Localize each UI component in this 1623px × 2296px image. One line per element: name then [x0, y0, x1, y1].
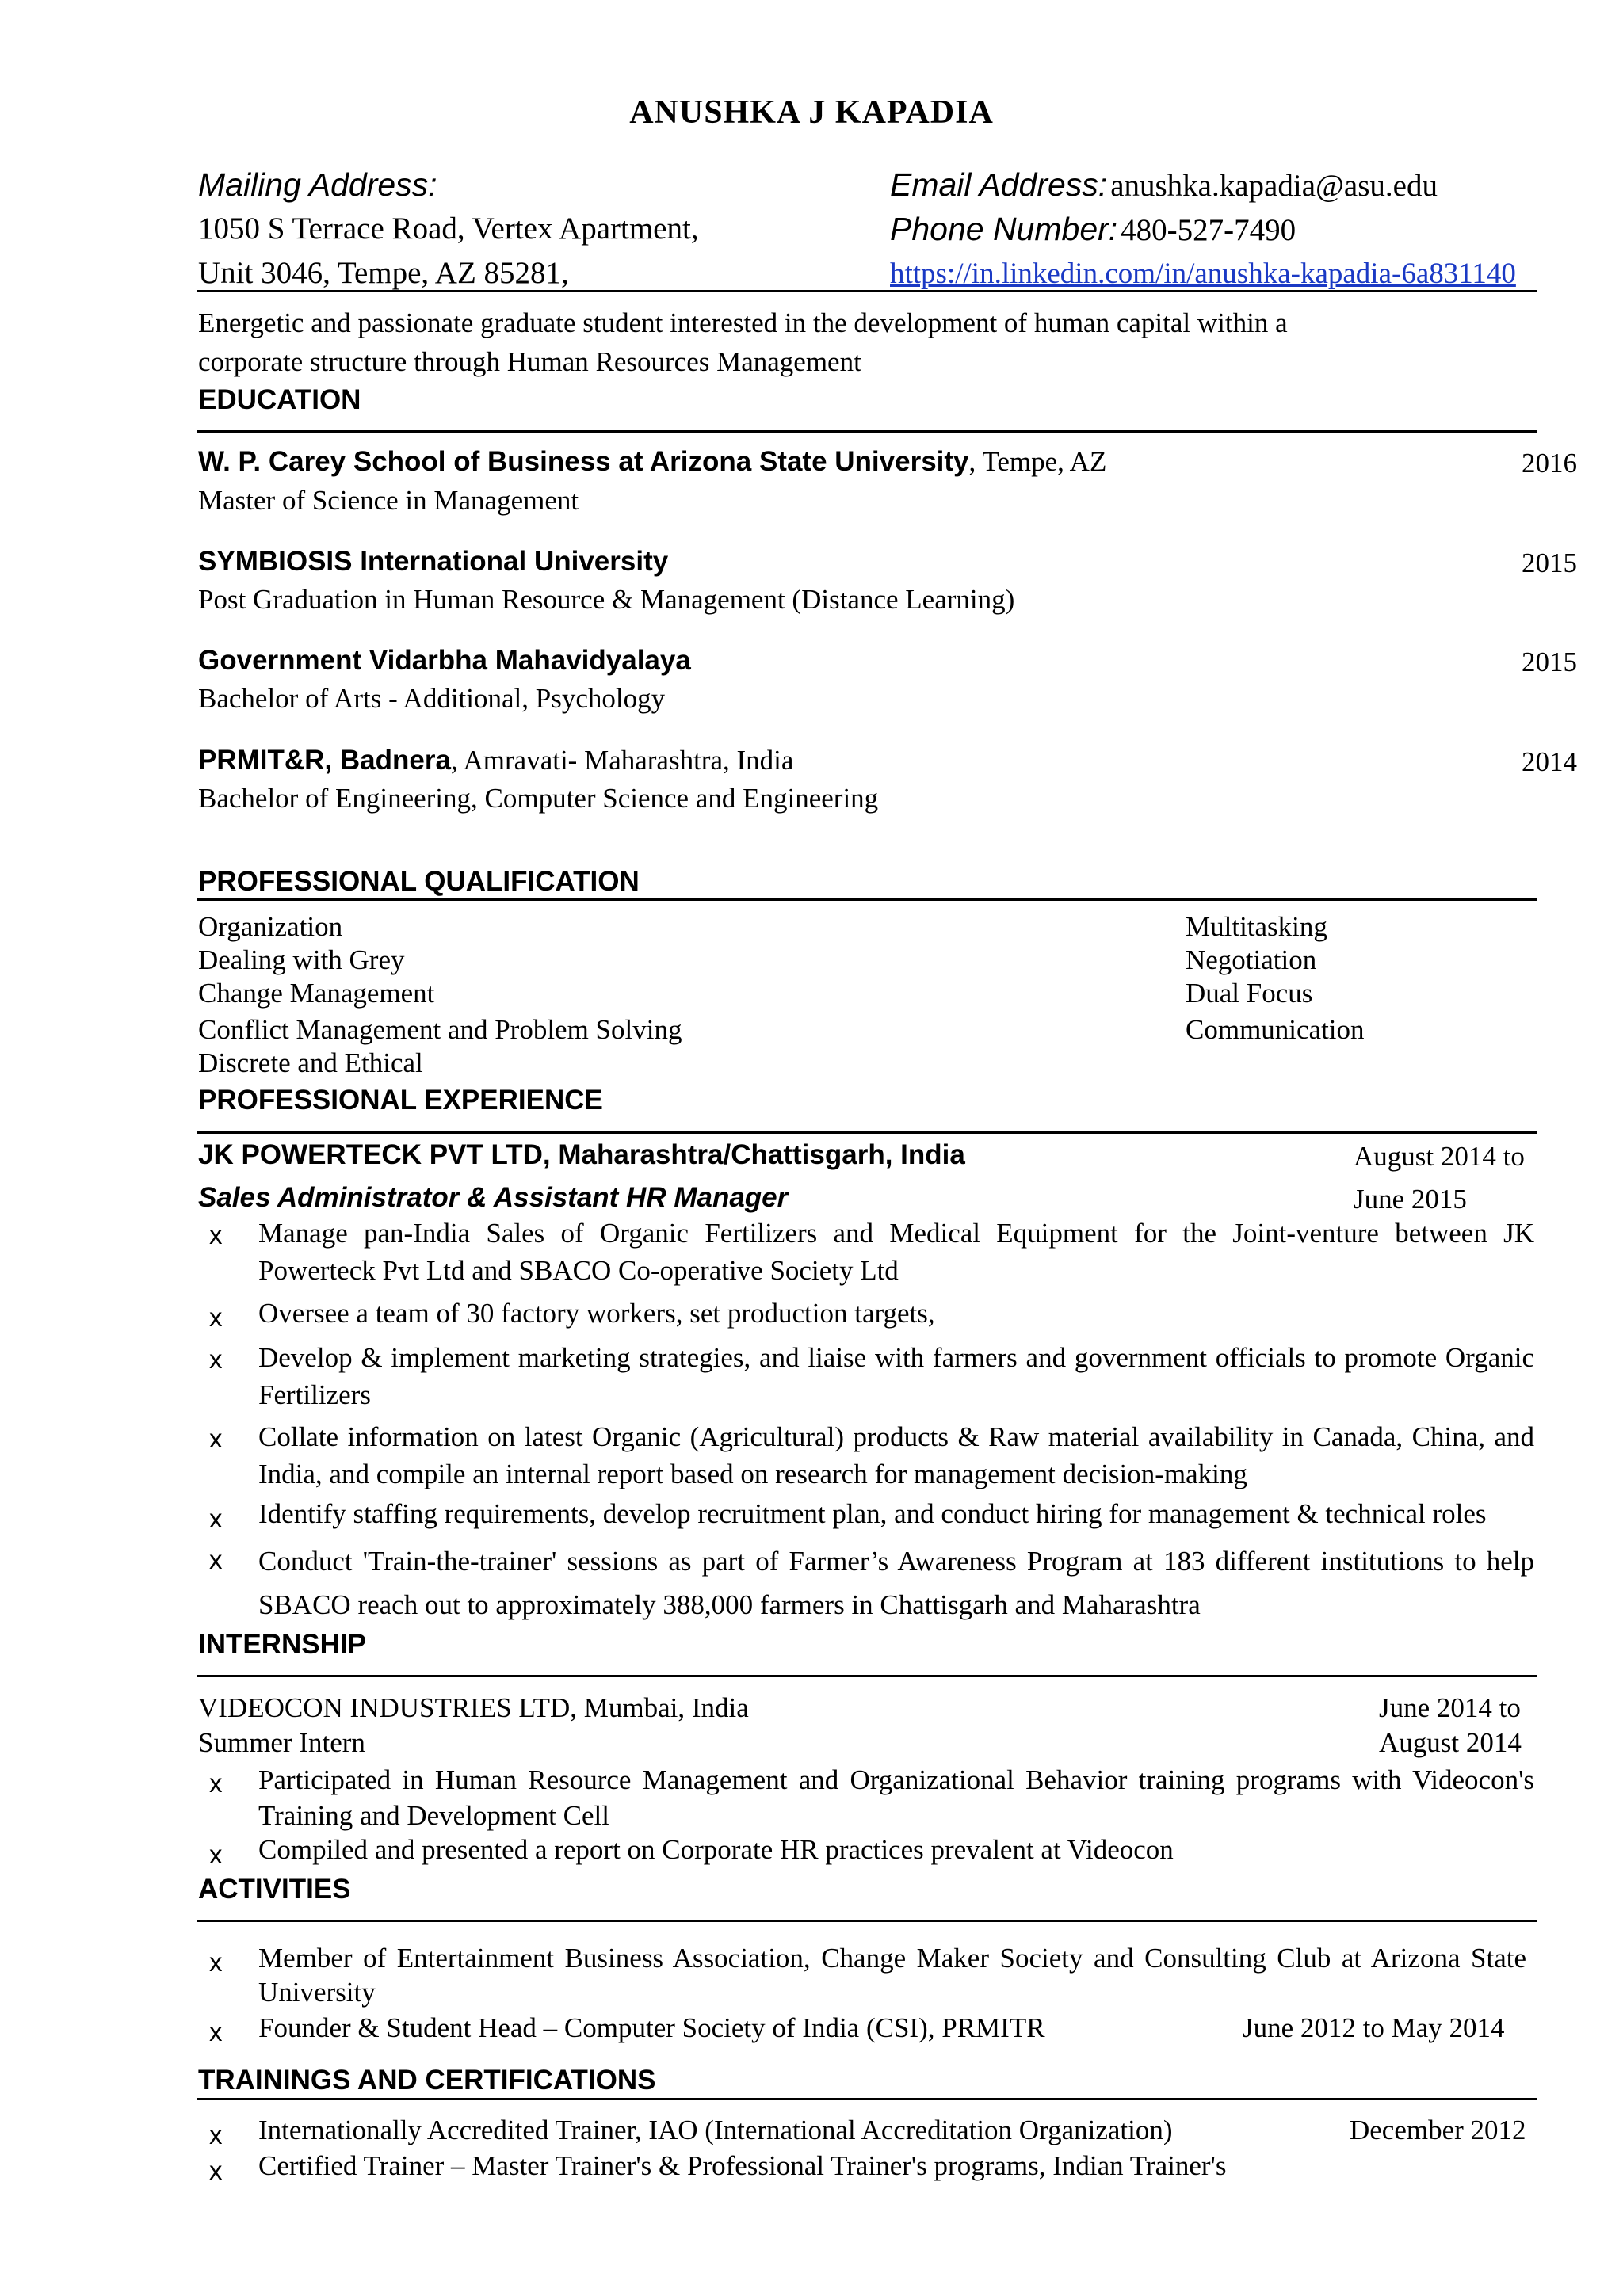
degree: Post Graduation in Human Resource & Management (Distance Learning)	[198, 584, 1015, 615]
experience-bullet-text: Develop & implement marketing strategies, and liaise with farmers and government officials to promote Organic Fertilizers	[258, 1342, 1534, 1410]
education-year: 2014	[1522, 746, 1577, 777]
training-date: December 2012	[1350, 2115, 1526, 2145]
education-entry-title	[198, 745, 793, 776]
training-bullet-text: Internationally Accredited Trainer, IAO (International Accreditation Organization)	[258, 2115, 1173, 2145]
experience-bullet-text: Collate information on latest Organic (Agricultural) products & Raw material availability in Canada, China, and India, and compile an internal report based on research for management decision-making	[258, 1421, 1534, 1489]
school-name: W. P. Carey School of Business at Arizona State University	[198, 446, 969, 477]
internship-role: Summer Intern	[198, 1727, 365, 1758]
school-location: , Amravati- Maharashtra, India	[450, 745, 794, 776]
experience-bullet-text: Conduct 'Train-the-trainer' sessions as part of Farmer’s Awareness Program at 183 different institutions to help SBACO reach out to approximately 388,000 farmers in Chattisgarh and Maharashtra	[258, 1546, 1534, 1620]
bullet-marker: x	[209, 2156, 223, 2185]
bullet-marker: x	[209, 1424, 223, 1453]
school-name: Government Vidarbha Mahavidyalaya	[198, 645, 691, 676]
skill-item: Discrete and Ethical	[198, 1047, 423, 1078]
skill-item: Change Management	[198, 978, 435, 1009]
bullet-marker: x	[209, 1504, 223, 1533]
trainings-heading: TRAININGS AND CERTIFICATIONS	[198, 2065, 656, 2096]
qualification-divider	[197, 898, 1537, 901]
activities-divider	[197, 1920, 1537, 1922]
experience-bullet-text: Manage pan-India Sales of Organic Fertilizers and Medical Equipment for the Joint-venture between JK Powerteck Pvt Ltd and SBACO Co-operative Society Ltd	[258, 1218, 1534, 1286]
bullet-marker: x	[209, 1302, 223, 1332]
experience-divider	[197, 1131, 1537, 1134]
internship-date-start: June 2014 to	[1379, 1692, 1521, 1723]
candidate-name: ANUSHKA J KAPADIA	[629, 94, 994, 131]
experience-bullet-text: Identify staffing requirements, develop recruitment plan, and conduct hiring for management & technical roles	[258, 1498, 1487, 1529]
trainings-divider	[197, 2098, 1537, 2100]
experience-bullet-text: Oversee a team of 30 factory workers, set production targets,	[258, 1298, 935, 1329]
skill-item: Communication	[1186, 1014, 1365, 1045]
skill-item: Organization	[198, 911, 343, 942]
school-name: PRMIT&R, Badnera	[198, 745, 451, 776]
skill-item: Conflict Management and Problem Solving	[198, 1014, 682, 1045]
activities-bullet-text: Member of Entertainment Business Association, Change Maker Society and Consulting Club at Arizona State University	[258, 1943, 1526, 2008]
internship-divider	[197, 1675, 1537, 1677]
bullet-marker: x	[209, 1545, 223, 1574]
employment-date-start: August 2014 to	[1354, 1141, 1525, 1172]
activity-date: June 2012 to May 2014	[1243, 2012, 1505, 2043]
bullet-marker: x	[209, 1947, 223, 1977]
education-year: 2016	[1522, 448, 1577, 479]
activities-bullet-text: Founder & Student Head – Computer Society of India (CSI), PRMITR	[258, 2012, 1045, 2043]
email-row	[890, 166, 1438, 204]
bullet-marker: x	[209, 1344, 223, 1374]
education-entry-title	[198, 446, 1106, 478]
internship-bullet-text: Participated in Human Resource Management and Organizational Behavior training programs with Videocon's Training and Development Cell	[258, 1764, 1534, 1831]
header-divider	[197, 290, 1537, 292]
employment-date-end: June 2015	[1354, 1184, 1467, 1215]
mailing-address-label: Mailing Address:	[198, 166, 437, 203]
degree: Master of Science in Management	[198, 485, 579, 516]
degree: Bachelor of Arts - Additional, Psychology	[198, 683, 666, 714]
phone-label: Phone Number:	[890, 211, 1118, 247]
activities-heading: ACTIVITIES	[198, 1874, 351, 1905]
linkedin-link[interactable]: https://in.linkedin.com/in/anushka-kapadia-6a831140	[890, 257, 1516, 290]
school-location: , Tempe, AZ	[968, 446, 1107, 477]
skill-item: Negotiation	[1186, 944, 1317, 975]
education-heading: EDUCATION	[198, 384, 361, 415]
degree: Bachelor of Engineering, Computer Science and Engineering	[198, 783, 879, 814]
education-divider	[197, 430, 1537, 433]
phone-number: 480-527-7490	[1121, 213, 1296, 247]
internship-heading: INTERNSHIP	[198, 1629, 366, 1660]
bullet-marker: x	[209, 1768, 223, 1798]
skill-item: Dealing with Grey	[198, 944, 405, 975]
internship-company: VIDEOCON INDUSTRIES LTD, Mumbai, India	[198, 1692, 749, 1723]
email-address[interactable]: anushka.kapadia@asu.edu	[1110, 169, 1438, 203]
experience-heading: PROFESSIONAL EXPERIENCE	[198, 1085, 603, 1116]
bullet-marker: x	[209, 1840, 223, 1869]
address-line-1: 1050 S Terrace Road, Vertex Apartment,	[198, 212, 699, 246]
job-title: Sales Administrator & Assistant HR Manager	[198, 1182, 789, 1213]
bullet-marker: x	[209, 1220, 223, 1249]
internship-bullet-text: Compiled and presented a report on Corporate HR practices prevalent at Videocon	[258, 1834, 1174, 1865]
qualification-heading: PROFESSIONAL QUALIFICATION	[198, 866, 640, 897]
education-year: 2015	[1522, 547, 1577, 578]
address-line-2: Unit 3046, Tempe, AZ 85281,	[198, 256, 569, 290]
email-label: Email Address:	[890, 166, 1108, 203]
phone-row	[890, 211, 1296, 248]
skill-item: Multitasking	[1186, 911, 1327, 942]
school-name: SYMBIOSIS International University	[198, 546, 669, 577]
bullet-marker: x	[209, 2017, 223, 2046]
summary-line-2: corporate structure through Human Resources Management	[198, 346, 861, 377]
employer-name: JK POWERTECK PVT LTD, Maharashtra/Chattisgarh, India	[198, 1139, 965, 1170]
skill-item: Dual Focus	[1186, 978, 1313, 1009]
bullet-marker: x	[209, 2120, 223, 2149]
summary-line-1: Energetic and passionate graduate student interested in the development of human capital within a	[198, 307, 1288, 338]
training-bullet-text: Certified Trainer – Master Trainer's & Professional Trainer's programs, Indian Trainer's	[258, 2150, 1227, 2181]
internship-date-end: August 2014	[1379, 1727, 1522, 1758]
education-year: 2015	[1522, 646, 1577, 677]
